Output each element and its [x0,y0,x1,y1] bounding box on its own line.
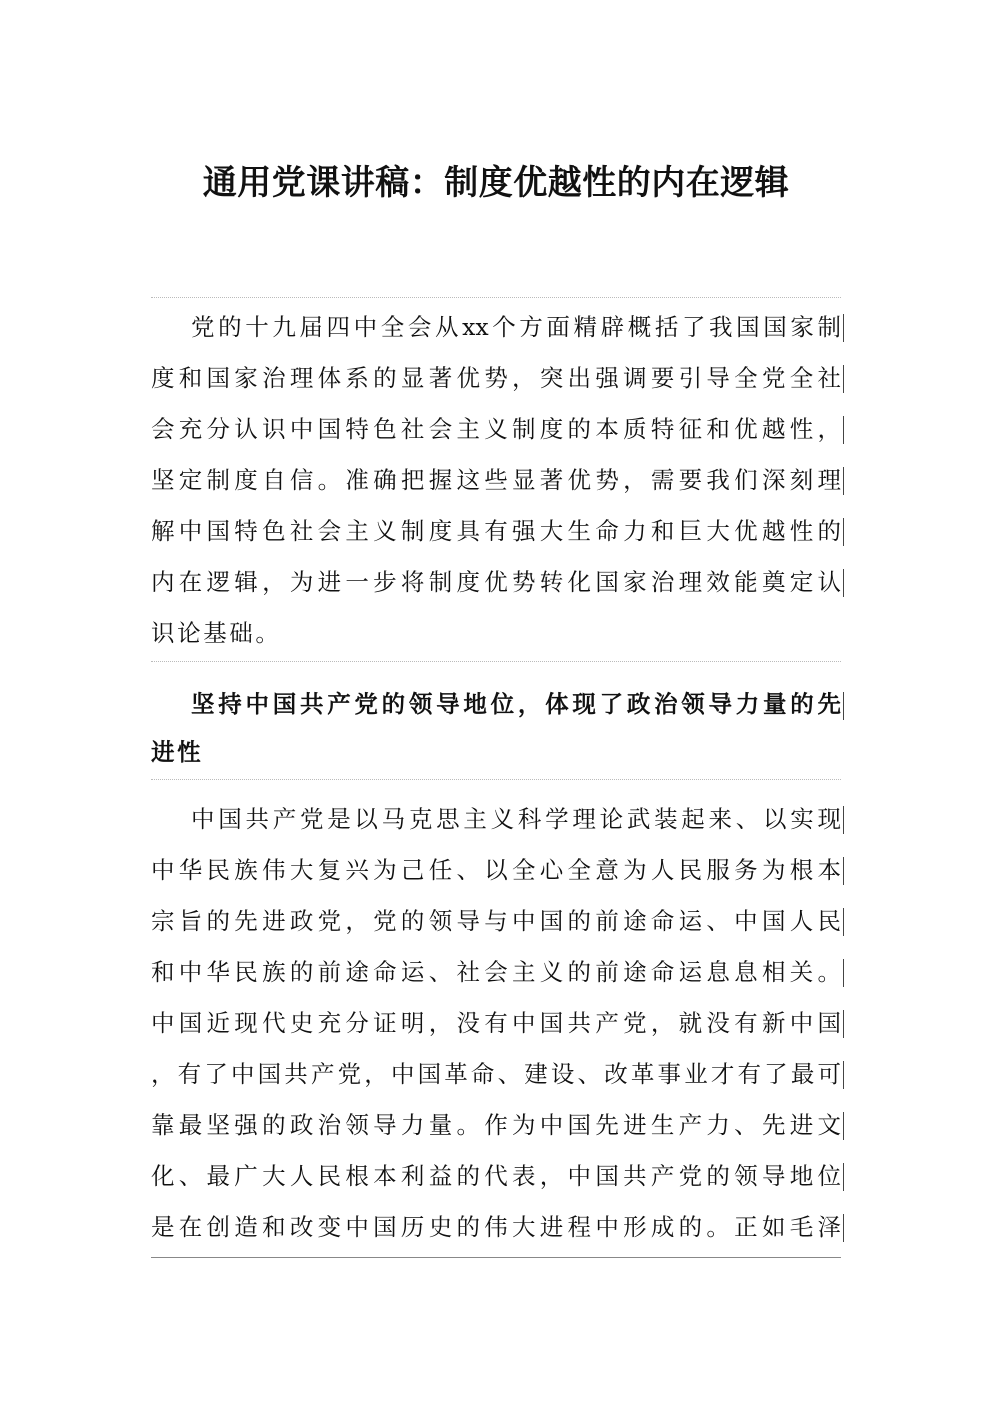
text-line: 内在逻辑，为进一步将制度优势转化国家治理效能奠定认 [151,557,841,608]
text-line: 和中华民族的前途命运、社会主义的前途命运息息相关。 [151,947,841,998]
text-line: 化、最广大人民根本利益的代表，中国共产党的领导地位 [151,1151,841,1202]
section-divider [151,661,841,662]
text-line: 中国近现代史充分证明，没有中国共产党，就没有新中国 [151,998,841,1049]
paragraph-intro [151,302,841,659]
text-line: 解中国特色社会主义制度具有强大生命力和巨大优越性的 [151,506,841,557]
text-line: 宗旨的先进政党，党的领导与中国的前途命运、中国人民 [151,896,841,947]
text-line: 中华民族伟大复兴为己任、以全心全意为人民服务为根本 [151,845,841,896]
heading-line: 进性 [151,738,204,766]
section-divider [151,779,841,780]
text-line: 是在创造和改变中国历史的伟大进程中形成的。正如毛泽 [151,1202,841,1253]
text-line: 中国共产党是以马克思主义科学理论武装起来、以实现 [151,794,841,845]
text-line: 党的十九届四中全会从xx个方面精辟概括了我国国家制 [151,302,841,353]
text-line: 靠最坚强的政治领导力量。作为中国先进生产力、先进文 [151,1100,841,1151]
text-line: 会充分认识中国特色社会主义制度的本质特征和优越性， [151,404,841,455]
text-line: 度和国家治理体系的显著优势，突出强调要引导全党全社 [151,353,841,404]
section-heading [151,680,841,776]
page-bottom-rule [151,1257,841,1258]
text-line: 坚定制度自信。准确把握这些显著优势，需要我们深刻理 [151,455,841,506]
document-title: 通用党课讲稿：制度优越性的内在逻辑 [202,163,790,203]
paragraph-body [151,794,841,1253]
text-line: 识论基础。 [151,619,282,647]
text-line: ，有了中国共产党，中国革命、建设、改革事业才有了最可 [151,1049,841,1100]
heading-line: 坚持中国共产党的领导地位，体现了政治领导力量的先 [151,680,841,728]
section-divider [151,297,841,298]
